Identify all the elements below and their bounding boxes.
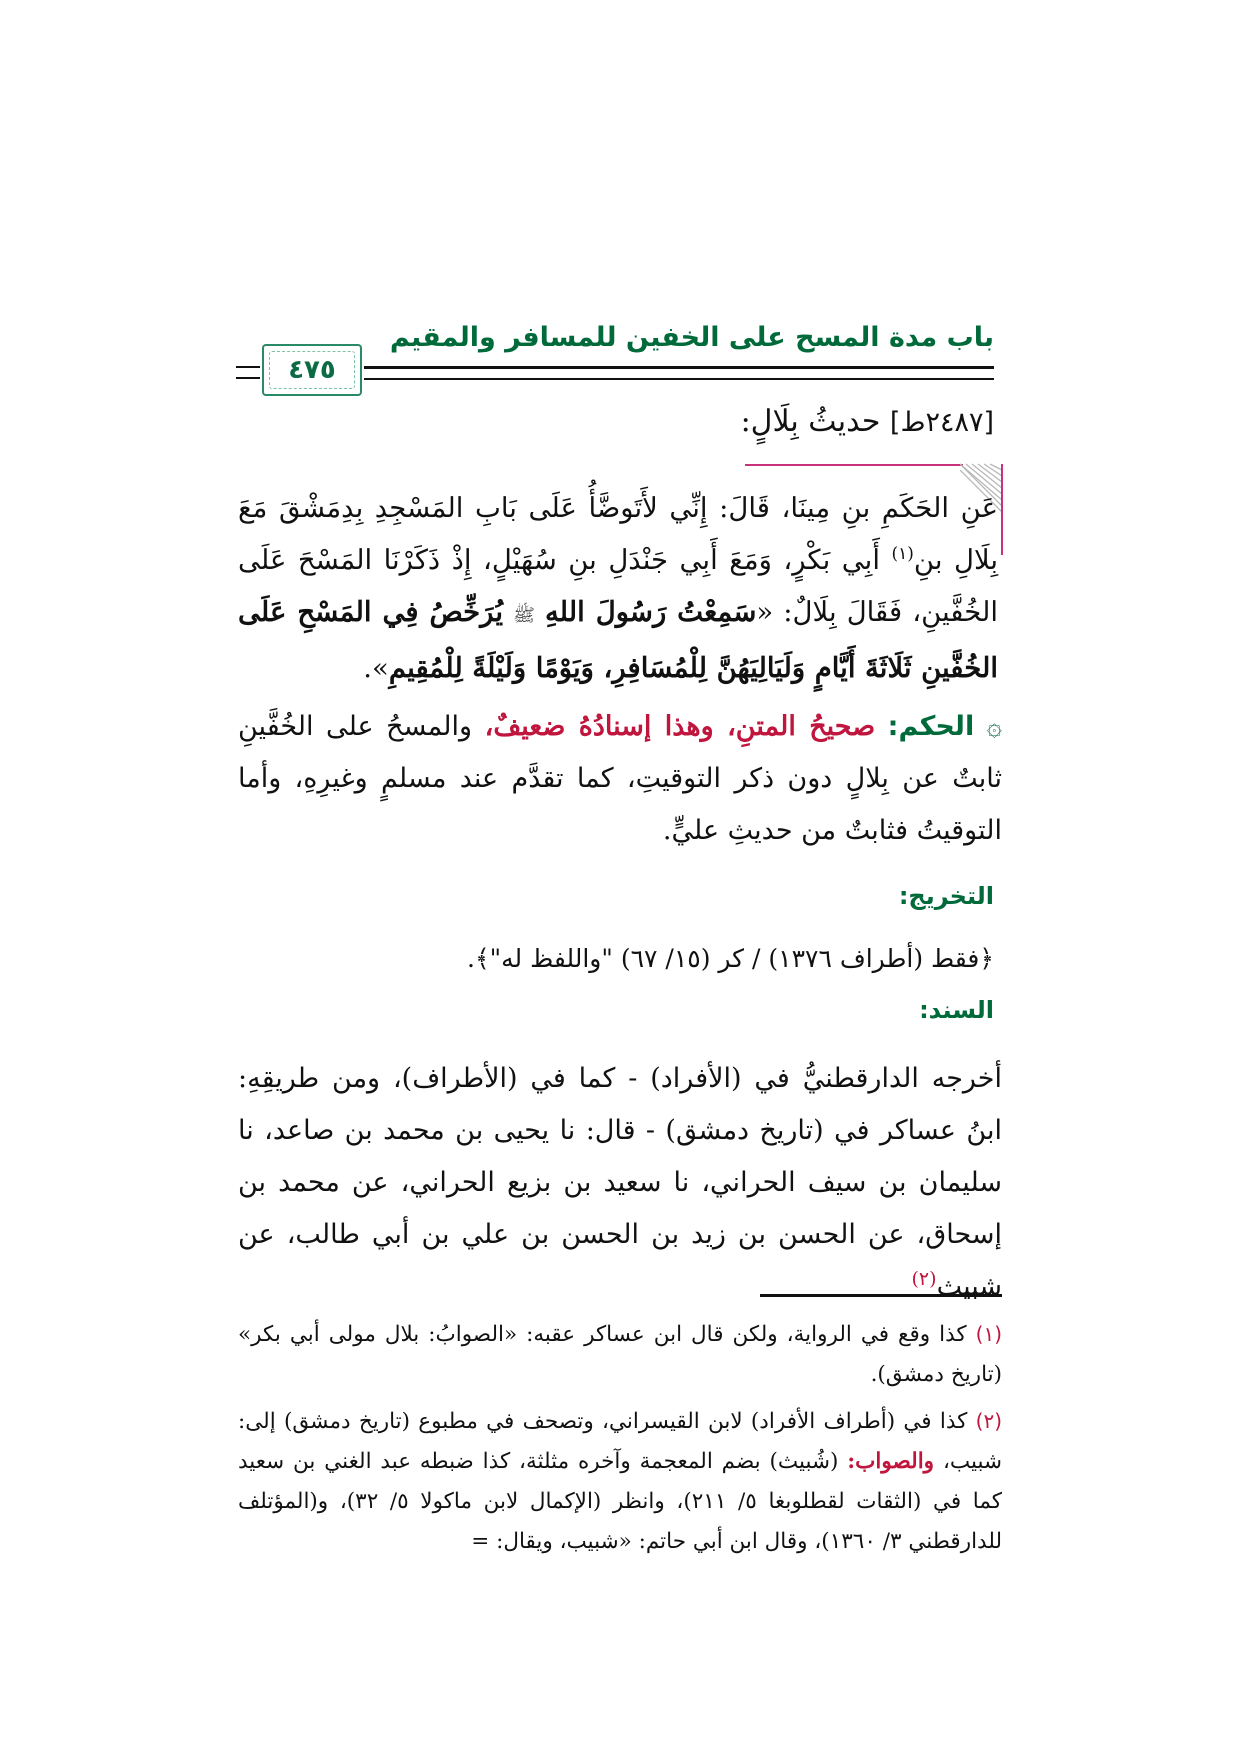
footnote-number: (٢) xyxy=(975,1409,1002,1433)
isnad-text xyxy=(238,1053,1002,1313)
footnote-text-cont: (شُبيث) بضم المعجمة وآخره مثلثة، كذا ضبطه عبد الغني بن سعيد كما في (الثقات لقطلوبغا ٥/ ٢١١)، وانظر (الإكمال لابن ماكولا ٥/ ٣٢)، و(المؤتلف للدارقطني ٣/ ١٣٦٠)، وقال ابن أبي حاتم: «شبيب، ويقال: = xyxy=(238,1449,1003,1554)
footnote-ref-2[interactable]: (٢) xyxy=(911,1268,937,1290)
footnotes xyxy=(238,1314,1002,1568)
footnote-emphasis: والصواب: xyxy=(847,1449,935,1474)
judgement-label: الحكم: xyxy=(887,711,975,742)
hadith-number: [٢٤٨٧ط] xyxy=(889,407,994,438)
judgement-text: والمسحُ على الخُفَّينِ ثابتٌ عن بِلالٍ دون ذكر التوقيتِ، كما تقدَّم عند مسلمٍ وغيرِهِ، وأما التوقيتُ فثابتٌ من حديثِ عليٍّ. xyxy=(238,711,1002,846)
header-rule-right xyxy=(364,366,994,380)
hadith-heading xyxy=(494,404,994,439)
page-number: ٤٧٥ xyxy=(288,355,336,385)
footnote-text: كذا في (أطراف الأفراد) لابن القيسراني، وتصحف في مطبوع (تاريخ دمشق) إلى: شبيب، xyxy=(238,1409,1002,1474)
footnote-text: كذا وقع في الرواية، ولكن قال ابن عساكر عقبه: «الصوابُ: بلال مولى أبي بكر» (تاريخ دمشق). xyxy=(238,1322,1002,1387)
footnote-1 xyxy=(238,1314,1002,1395)
judgement-paragraph xyxy=(238,701,1002,857)
takhrij-line: ﴿فقط (أطراف ١٣٧٦) / كر (١٥/ ٦٧) "واللفظ له"﴾. xyxy=(467,944,994,973)
isnad-title: السند: xyxy=(919,996,994,1024)
isnad-body: أخرجه الدارقطنيُّ في (الأفراد) - كما في (الأطراف)، ومن طريقِهِ: ابنُ عساكر في (تاريخ دمشق) - قال: نا يحيى بن محمد بن صاعد، نا سليمان بن سيف الحراني، نا سعيد بن بزيع الحراني، عن محمد بن إسحاق، عن الحسن بن زيد بن الحسن بن علي بن أبي طالب، عن شبيث xyxy=(238,1063,1003,1302)
footnote-number: (١) xyxy=(975,1322,1002,1346)
hadith-quote-part1: سَمِعْتُ رَسُولَ اللهِ xyxy=(544,596,757,628)
footnote-2 xyxy=(238,1401,1002,1562)
header-rule-left xyxy=(236,366,260,379)
footnote-ref-1[interactable]: (١) xyxy=(891,543,914,564)
hadith-quote-part2: يُرَخِّصُ فِي المَسْحِ عَلَى الخُفَّينِ ثَلَاثَةَ أَيَّامٍ وَلَيَالِيَهُنَّ لِلْمُسَافِرِ، وَيَوْمًا وَلَيْلَةً لِلْمُقِيمِ xyxy=(238,596,998,684)
page-number-badge xyxy=(262,344,362,396)
hadith-text xyxy=(238,482,998,694)
hadith-text-part1: عَنِ الحَكَمِ بنِ مِينَا، قَالَ: إِنِّي لأَتَوضَّأُ عَلَى بَابِ المَسْجِدِ بِدِمَشْقَ مَعَ بِلَالِ بنِ xyxy=(238,492,999,576)
hadith-text-part2: أَبِي بَكْرٍ، وَمَعَ أَبِي جَنْدَلِ بنِ سُهَيْلٍ، إِذْ ذَكَرْنَا المَسْحَ عَلَى الخُفَّينِ، فَقَالَ بِلَالٌ: « xyxy=(238,544,998,628)
heading-underline xyxy=(745,464,963,466)
hadith-title: حديثُ بِلَالٍ: xyxy=(740,404,881,439)
footnote-separator xyxy=(760,1294,1002,1297)
flower-icon: ۞ xyxy=(986,712,1002,742)
salutation-glyph: ﷺ xyxy=(513,605,535,626)
takhrij-title: التخريج: xyxy=(898,882,994,910)
hadith-text-end: ». xyxy=(363,652,389,684)
running-title: باب مدة المسح على الخفين للمسافر والمقيم xyxy=(389,322,994,353)
judgement-verdict: صحيحُ المتنِ، وهذا إسنادُهُ ضعيفٌ، xyxy=(484,711,876,742)
